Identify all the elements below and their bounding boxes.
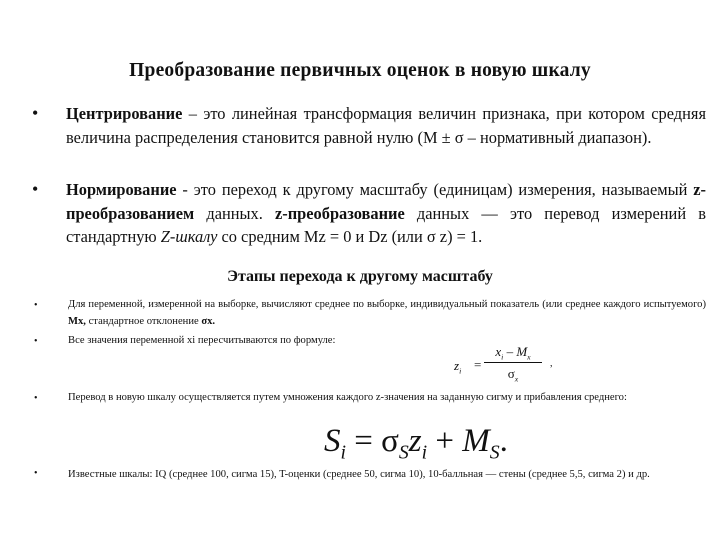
formula-denominator: $\sigma_x$ [507, 366, 519, 384]
step-1-text: Для переменной, измеренной на выборке, вычисляют среднее по выборке, индивидуальный показатель (или среднее каждого испытуемого) [68, 299, 706, 310]
normalization-text-d: со средним Mz = 0 и Dz (или σ z) = 1. [217, 227, 483, 246]
step-2-text: Все значения переменной xi пересчитываются по формуле: [68, 335, 336, 346]
bullet-dot-icon: • [32, 103, 39, 123]
step-text [68, 296, 706, 330]
definition-centering: – это линейная трансформация величин признака, при котором средняя величина распределения становится равной нулю (М ± σ – нормативный диапазон). [66, 104, 706, 147]
normalization-italic-c: Z-шкалу [160, 227, 218, 246]
bullet-centering-text [66, 102, 706, 149]
step-1-text-2: стандартное отклонение [85, 316, 202, 327]
formula-numerator: $x_i - M_x$ [495, 344, 531, 362]
normalization-text-c: данных — это перевод измерений в стандартную [66, 203, 706, 246]
normalization-text-b: данных. [194, 203, 275, 223]
step-4-text: Известные шкалы: IQ (среднее 100, сигма 15), T-оценки (среднее 50, сигма 10), 10-балльная — стены (среднее 5,5, сигма 2) и др. [68, 469, 650, 480]
rescale-formula: $S_i = \sigma_Sz_i + M_S$. [324, 423, 508, 464]
bullet-dot-icon: • [34, 468, 38, 479]
normalization-text-a: - это переход к другому масштабу (единицам) измерения, называемый [176, 180, 694, 199]
fraction-bar [484, 362, 542, 363]
bullet-dot-icon: • [32, 179, 39, 199]
section-subheading: Этапы перехода к другому масштабу [227, 268, 493, 285]
bullet-dot-icon: • [34, 300, 38, 311]
normalization-bold-a: z-преобразованием [66, 180, 706, 223]
bullet-normalization-text [66, 178, 706, 249]
normalization-bold-b: z-преобразование [274, 203, 405, 223]
bullet-dot-icon: • [34, 336, 38, 347]
formula-lhs: $z_i$ [454, 358, 462, 376]
z-score-formula [446, 344, 586, 390]
slide-title: Преобразование первичных оценок в новую шкалу [129, 60, 591, 81]
step-1-bold-sigma: σх. [201, 316, 216, 327]
term-centering: Центрирование [66, 104, 183, 123]
step-1-bold-mean: Мх, [68, 316, 86, 327]
step-3-text: Перевод в новую шкалу осуществляется путем умножения каждого z-значения на заданную сигму и прибавления среднего: [68, 392, 627, 403]
formula-equals: = [474, 357, 482, 372]
formula-comma: , [550, 358, 553, 369]
bullet-dot-icon: • [34, 393, 38, 404]
term-normalization: Нормирование [66, 180, 177, 199]
